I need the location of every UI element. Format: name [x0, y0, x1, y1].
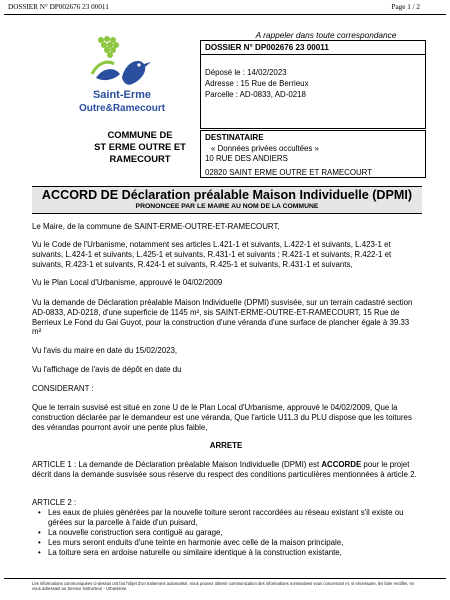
- recipient-box-title: DESTINATAIRE: [205, 133, 264, 142]
- article-2-bullet-text: Les murs seront enduits d'une teinte en harmonie avec celle de la maison principale,: [48, 538, 344, 547]
- article-2-heading: ARTICLE 2 :: [32, 498, 77, 507]
- commune-logo-graphic: [78, 34, 166, 120]
- article-2-bullet: [38, 508, 420, 527]
- decision-subtitle: PRONONCEE PAR LE MAIRE AU NOM DE LA COMMUNE: [135, 203, 319, 210]
- correspondence-note: A rappeler dans toute correspondance: [255, 30, 397, 40]
- visa-code-urbanisme: Vu le Code de l'Urbanisme, notamment ses articles L.421-1 et suivants, L.422-1 et suivants, L.423-1 et suivants, L.424-1 et suivants, L.425-1 et suivants, R.431-1 et suivants ; R.421-1 et suivants, R.422-1 et suivants, R.423-1 et suivants, R.424-1 et suivants, R.425-1 et suivants, R.431-1 et suivants,: [32, 240, 392, 269]
- bullet-icon: •: [38, 548, 41, 557]
- article-1-text-end: pour le projet décrit dans la demande susvisée sous réserve du respect des conditions particulières mentionnées à article 2.: [32, 460, 417, 479]
- footer-legal-notice: [32, 581, 424, 591]
- logo-text-line1: Saint-Erme: [92, 89, 152, 101]
- visa-demande: Vu la demande de Déclaration préalable Maison Individuelle (DPMI) susvisée, sur un terrain cadastré section AD-0833, AD-0218, d'une superficie de 1145 m², sis SAINT-ERME-OUTRE-ET-RAMECOURT, 15 Rue de Berrieux Le Fond du Gai Guyot, pour la construction d'une véranda d'une surface de plancher égale à 39.33 m²: [32, 298, 413, 337]
- bullet-icon: •: [38, 528, 41, 537]
- dossier-address: Adresse : 15 Rue de Berrieux: [205, 79, 309, 88]
- recipient-street: 10 RUE DES ANDIERS: [205, 154, 288, 163]
- considerant-text: Que le terrain susvisé est situé en zone U de le Plan Local d'Urbanisme, approuvé le 04/02/2009, Que la construction déclarée par le demandeur est une véranda, Que l'article U11.3 du PLU dispose que les toitures des vérandas pourront avoir une pente plus faible,: [32, 403, 412, 432]
- commune-logo: [78, 34, 166, 120]
- visa-plu: Vu le Plan Local d'Urbanisme, approuvé le 04/02/2009: [32, 278, 223, 287]
- dossier-box-title: DOSSIER N° DP002676 23 00011: [205, 43, 329, 52]
- article-1: [32, 460, 420, 480]
- dossier-box-divider: [201, 54, 425, 55]
- visa-avis-maire: Vu l'avis du maire en date du 15/02/2023,: [32, 346, 178, 355]
- arrete-heading: ARRETE: [209, 441, 243, 450]
- article-2-bullet-text: La toiture sera en ardoise naturelle ou similaire identique à la construction existante,: [48, 548, 342, 557]
- article-2-bullet: [38, 528, 420, 538]
- considerant-heading: CONSIDERANT :: [32, 384, 94, 393]
- footer-divider: [4, 578, 446, 579]
- bullet-icon: •: [38, 508, 41, 517]
- visa-affichage: Vu l'affichage de l'avis de dépôt en date du: [32, 365, 182, 374]
- header-page-number: Page 1 / 2: [391, 3, 420, 11]
- article-2-bullet-text: La nouvelle construction sera contiguë au garage,: [48, 528, 223, 537]
- recipient-city: 02820 SAINT ERME OUTRE ET RAMECOURT: [205, 168, 373, 177]
- footer-line2: vous adressant au Service Instructeur - Urbanisme.: [32, 586, 128, 591]
- header-divider: [4, 14, 446, 15]
- mayor-statement: Le Maire, de la commune de SAINT-ERME-OUTRE-ET-RAMECOURT,: [32, 222, 280, 231]
- recipient-box: [200, 130, 426, 178]
- header-dossier-ref: DOSSIER N° DP002676 23 00011: [8, 3, 109, 11]
- bullet-icon: •: [38, 538, 41, 547]
- article-2-bullet: [38, 548, 420, 558]
- footer-line1: Les informations communiquées ci-dessus ont fait l'objet d'un traitement automatisé. Vous pouvez obtenir communication des informations nominatives vous concernant et, si nécessaire, les faire rectifier, en: [32, 581, 415, 586]
- dossier-parcel: Parcelle : AD-0833, AD-0218: [205, 90, 306, 99]
- commune-name-line2: ST ERME OUTRE ET: [94, 141, 186, 152]
- commune-name-line3: RAMECOURT: [109, 153, 171, 164]
- dossier-deposit-date: Déposé le : 14/02/2023: [205, 68, 287, 77]
- decision-title: ACCORD DE Déclaration préalable Maison Individuelle (DPMI): [41, 188, 413, 202]
- recipient-name-redacted: « Données privées occultées »: [211, 144, 319, 153]
- article-2-bullet: [38, 538, 420, 548]
- article-2-bullet-text: Les eaux de pluies générées par la nouvelle toiture seront raccordées au réseau existant s'il existe ou gérées sur la parcelle à l'aide d'un puisard,: [48, 508, 404, 527]
- commune-name: [80, 129, 200, 165]
- decision-title-band: [32, 186, 422, 214]
- article-1-decision: ACCORDE: [321, 460, 362, 469]
- logo-text-line2: Outre&Ramecourt: [78, 103, 166, 114]
- commune-name-line1: COMMUNE DE: [107, 129, 173, 140]
- dossier-box: [200, 40, 426, 129]
- article-1-text-start: ARTICLE 1 : La demande de Déclaration préalable Maison Individuelle (DPMI) est: [32, 460, 322, 469]
